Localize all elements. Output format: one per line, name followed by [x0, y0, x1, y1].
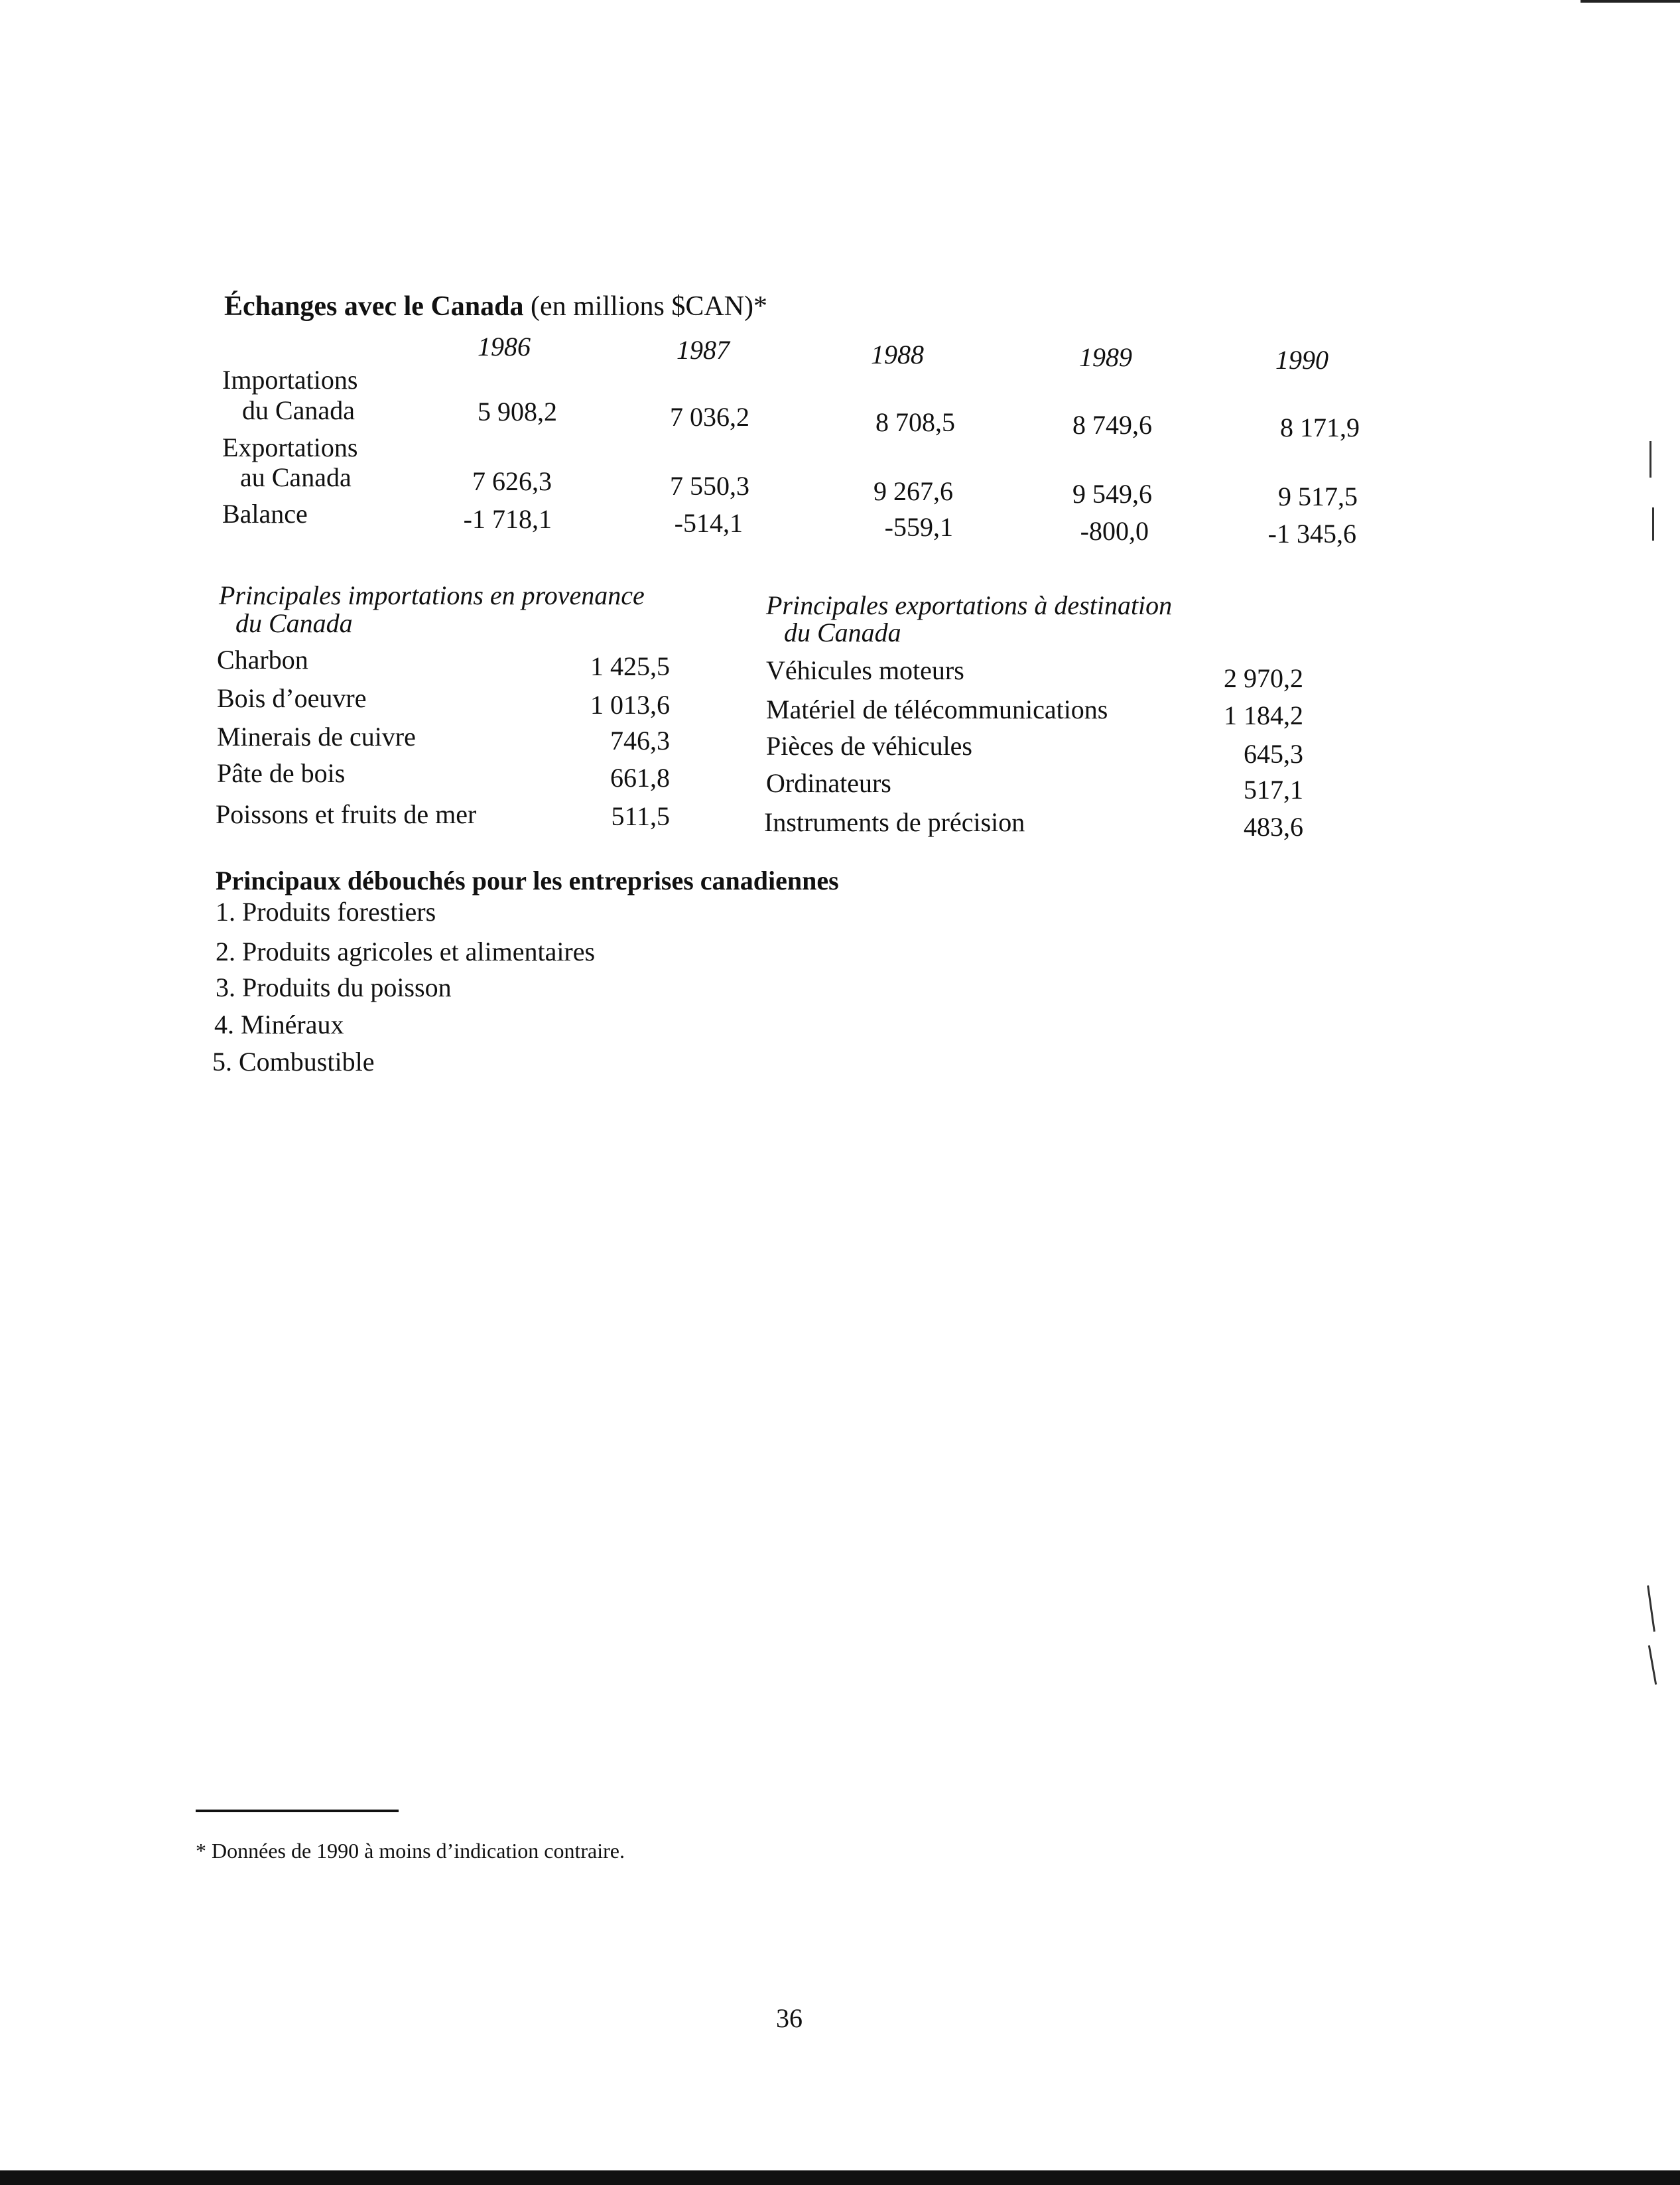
- export-item-name: Matériel de télécommunications: [766, 695, 1108, 724]
- scan-mark: [1652, 507, 1654, 541]
- page-number: 36: [776, 2003, 803, 2033]
- export-item-value: 645,3: [1244, 739, 1303, 769]
- cell-exports-1986: 7 626,3: [472, 466, 552, 496]
- trade-title-rest: (en millions $CAN)*: [523, 291, 767, 322]
- row-label-exports-line1: Exportations: [222, 432, 358, 462]
- opportunity-item: 4. Minéraux: [214, 1010, 344, 1039]
- export-item-name: Pièces de véhicules: [766, 731, 972, 761]
- year-header-1990: 1990: [1275, 345, 1328, 375]
- imports-heading-line2: du Canada: [235, 608, 353, 638]
- export-item-value: 1 184,2: [1224, 700, 1303, 730]
- scan-mark: [1647, 1585, 1655, 1632]
- cell-imports-1990: 8 171,9: [1280, 413, 1360, 442]
- import-item-name: Minerais de cuivre: [217, 722, 416, 752]
- trade-title-bold: Échanges avec le Canada: [224, 291, 524, 322]
- cell-balance-1986: -1 718,1: [463, 504, 552, 534]
- cell-imports-1987: 7 036,2: [670, 402, 749, 432]
- import-item-name: Charbon: [217, 645, 308, 675]
- footnote: * Données de 1990 à moins d’indication contraire.: [196, 1839, 625, 1863]
- import-item-name: Bois d’oeuvre: [217, 683, 367, 713]
- year-header-1988: 1988: [871, 340, 924, 369]
- cell-exports-1988: 9 267,6: [873, 476, 953, 506]
- scan-edge-line: [1581, 0, 1680, 3]
- year-header-1987: 1987: [677, 335, 730, 365]
- trade-title: [224, 291, 767, 322]
- cell-exports-1989: 9 549,6: [1072, 479, 1152, 509]
- scan-bottom-band: [0, 2170, 1680, 2185]
- exports-heading-line2: du Canada: [784, 618, 901, 647]
- export-item-value: 483,6: [1244, 812, 1303, 842]
- export-item-value: 2 970,2: [1224, 663, 1303, 693]
- opportunity-item: 1. Produits forestiers: [216, 897, 436, 927]
- export-item-name: Véhicules moteurs: [766, 655, 964, 685]
- scan-mark: [1648, 1645, 1657, 1685]
- opportunity-item: 5. Combustible: [212, 1047, 375, 1077]
- import-item-value: 661,8: [610, 763, 670, 793]
- cell-imports-1989: 8 749,6: [1072, 410, 1152, 440]
- import-item-value: 1 425,5: [590, 651, 670, 681]
- cell-exports-1987: 7 550,3: [670, 471, 749, 501]
- import-item-value: 1 013,6: [590, 690, 670, 720]
- year-header-1989: 1989: [1079, 342, 1132, 372]
- cell-imports-1986: 5 908,2: [478, 397, 557, 427]
- opportunities-heading: Principaux débouchés pour les entreprises canadiennes: [216, 866, 839, 895]
- imports-heading-line1: Principales importations en provenance: [219, 580, 645, 610]
- year-header-1986: 1986: [478, 332, 531, 362]
- row-label-imports-line1: Importations: [222, 365, 358, 395]
- export-item-name: Ordinateurs: [766, 768, 891, 798]
- cell-balance-1990: -1 345,6: [1267, 519, 1356, 549]
- import-item-value: 511,5: [611, 801, 670, 831]
- footnote-rule: [196, 1810, 399, 1812]
- import-item-value: 746,3: [610, 726, 670, 756]
- opportunity-item: 2. Produits agricoles et alimentaires: [216, 937, 596, 966]
- cell-imports-1988: 8 708,5: [875, 407, 955, 437]
- cell-exports-1990: 9 517,5: [1278, 482, 1358, 511]
- import-item-name: Pâte de bois: [217, 758, 346, 788]
- export-item-name: Instruments de précision: [764, 807, 1025, 837]
- cell-balance-1988: -559,1: [884, 512, 953, 542]
- row-label-balance: Balance: [222, 499, 308, 529]
- row-label-imports-line2: du Canada: [242, 395, 355, 425]
- import-item-name: Poissons et fruits de mer: [216, 799, 477, 829]
- cell-balance-1987: -514,1: [674, 508, 743, 538]
- cell-balance-1989: -800,0: [1080, 516, 1149, 546]
- export-item-value: 517,1: [1244, 775, 1303, 805]
- opportunity-item: 3. Produits du poisson: [216, 972, 452, 1002]
- scan-mark: [1649, 441, 1651, 478]
- row-label-exports-line2: au Canada: [240, 462, 352, 492]
- exports-heading-line1: Principales exportations à destination: [766, 590, 1173, 620]
